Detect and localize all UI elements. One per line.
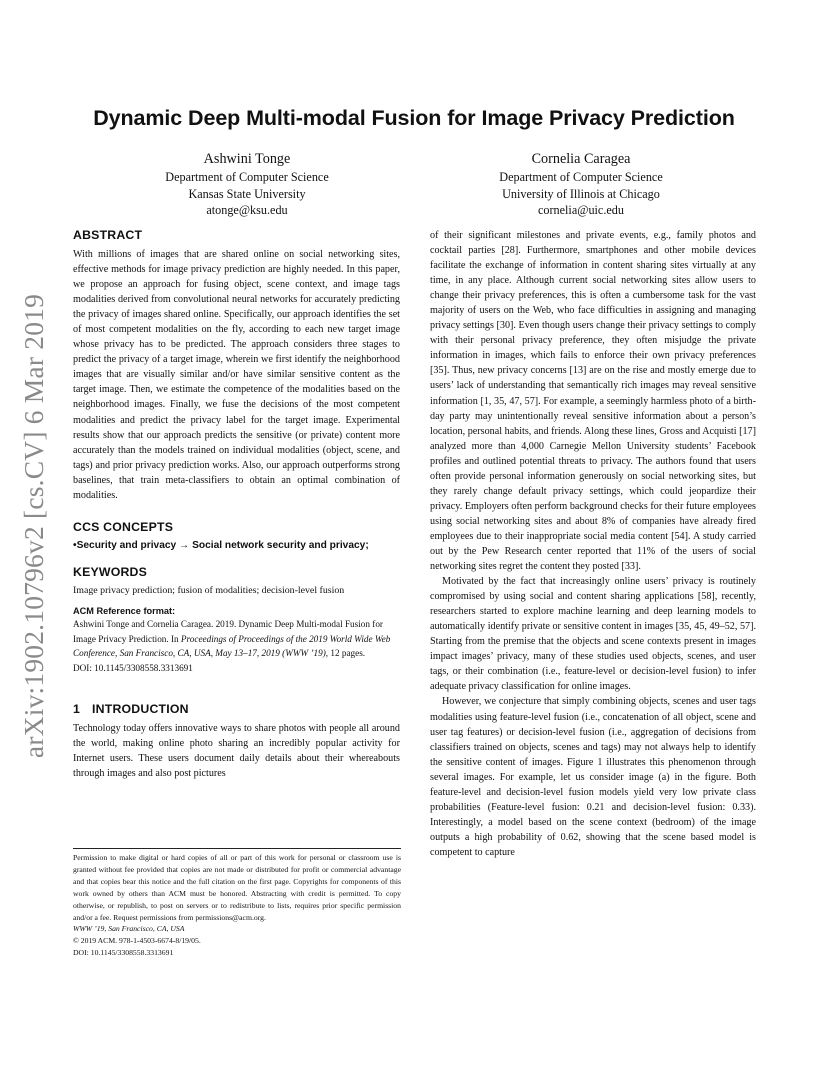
abstract-text: With millions of images that are shared online on social networking sites, effective methods for image privacy prediction are highly needed. In this paper, we propose an approach for fusing object, scene context, and image tags modalities derived from convolutional neural networks for accurately predicting the privacy of images shared online. Specifically, our approach identifies the set of most competent modalities on the fly, according to each new target image whose privacy has to be predicted. The approach considers three stages to predict the privacy of a target image, wherein we first identify the neighborhood images that are visually similar and/or have similar sensitive content as the target image. Then, we estimate the competence of the modalities based on the neighborhood images. Finally, we fuse the decisions of the most competent modalities and predict the privacy label for the target image. Experimental results show that our approach predicts the sensitive (or private) content more accurately than the models trained on individual modalities (object, scene, and tags) and prior privacy prediction works. Also, our approach outperforms strong baselines, that train meta-classifiers to obtain an optimal combination of modalities. [73, 249, 400, 501]
reference-doi: DOI: 10.1145/3308558.3313691 [73, 662, 193, 673]
introduction-paragraph-3: However, we conjecture that simply combining objects, scenes and user tags modalities using feature-level fusion (i.e., concatenation of all object, scene and user tag features) or decision-level fusion (i.e., aggregation of decisions from classifiers trained on objects, scenes and tags) may not always help to identify the sensitive content of images. Figure 1 illustrates this phenomenon through several images. For example, let us consider image (a) in the figure. Both feature-level and decision-level fusion models yield very low private class probabilities (Feature-level fusion: 0.21 and decision-level fusion: 0.33). Interestingly, a model based on the scene context (bedroom) of the image outputs a high probability of 0.62, showing that the scene based model is competent to capture [430, 696, 756, 858]
reference-format-heading: ACM Reference format: [73, 605, 176, 616]
author-email: atonge@ksu.edu [206, 203, 288, 217]
introduction-left-text: Technology today offers innovative ways to share photos with people all around the world, making online photo sharing an incredibly popular activity for Internet users. These users document daily details about their whereabouts through images and also post pictures [73, 722, 400, 779]
footnote [73, 848, 401, 959]
author-institution: Kansas State University [188, 186, 306, 201]
footnote-doi: DOI: 10.1145/3308558.3313691 [73, 948, 174, 958]
reference-format-text [73, 617, 400, 676]
introduction-heading [73, 702, 400, 716]
author-institution: University of Illinois at Chicago [502, 186, 660, 201]
keywords-heading: KEYWORDS [73, 564, 148, 579]
author-name: Ashwini Tonge [203, 151, 291, 167]
abstract-heading: ABSTRACT [73, 228, 143, 242]
reference-venue: Proceedings of Proceedings of the 2019 World Wide Web Conference, San Francisco, CA, USA, May 13–17, 2019 (WWW ’19), [73, 633, 391, 659]
reference-authors-title: Ashwini Tonge and Cornelia Caragea. 2019. Dynamic Deep Multi-modal Fusion for Image Privacy Prediction. In [73, 618, 383, 644]
left-column [73, 228, 400, 781]
introduction-paragraph-2: Motivated by the fact that increasingly online users’ privacy is routinely compromised by using social and content sharing applications [58], recently, researchers started to explore machine learning and deep learning models to automatically identify private or sensitive content in images [35, 45, 49–52, 57]. Starting from the premise that the objects and scene contexts present in images impact images’ privacy, many of these studies used objects, scenes, and user tags, or their combination (i.e., feature-level or decision-level fusion) to infer adequate privacy classification for online images. [430, 576, 756, 693]
copyright-info: © 2019 ACM. 978-1-4503-6674-8/19/05. [73, 936, 201, 946]
arxiv-stamp-text: arXiv:1902.10796v2 [cs.CV] 6 Mar 2019 [18, 293, 49, 759]
author-name: Cornelia Caragea [531, 151, 631, 167]
ccs-text: •Security and privacy → Social network security and privacy; [73, 539, 369, 551]
author-block-2 [431, 150, 731, 219]
permission-notice: Permission to make digital or hard copies of all or part of this work for personal or classroom use is granted without fee provided that copies are not made or distributed for profit or commercial advantage and that copies bear this notice and the full citation on the first page. Copyrights for components of this work owned by others than ACM must be honored. Abstracting with credit is permitted. To copy otherwise, or republish, to post on servers or to redistribute to lists, requires prior specific permission and/or a fee. Request permissions from permissions@acm.org. [73, 853, 401, 922]
paper-title: Dynamic Deep Multi-modal Fusion for Image Privacy Prediction [93, 106, 735, 130]
footnote-rule [73, 848, 401, 849]
right-column [430, 228, 756, 860]
section-title: INTRODUCTION [92, 701, 189, 716]
ccs-heading: CCS CONCEPTS [73, 519, 174, 534]
author-block-1 [97, 150, 397, 219]
author-department: Department of Computer Science [499, 170, 663, 184]
introduction-paragraph-1: of their significant milestones and private events, e.g., family photos and cocktail parties [28]. Furthermore, smartphones and other mobile devices facilitate the exchange of information in content sharing sites virtually at any time, in any place. Although current social networking sites allow users to change their privacy preferences, this is often a cumbersome task for the vast majority of users on the Web, who face difficulties in assigning and managing privacy settings [30]. Even though users change their privacy settings to comply with their personal privacy preference, they often misjudge the private information in images, which fails to enforce their own privacy preferences [35]. Thus, new privacy concerns [13] are on the rise and mostly emerge due to users’ lack of understanding that semantically rich images may reveal sensitive information [1, 35, 47, 57]. For example, a seemingly harmless photo of a birthday party may unintentionally reveal sensitive information about a person’s location, personal habits, and friends. Along these lines, Gross and Acquisti [17] analyzed more than 4,000 Carnegie Mellon University students’ Facebook profiles and outlined potential threats to privacy. The authors found that users often provide personal information generously on social networking sites, but they rarely change default privacy settings, which could jeopardize their privacy. Employers often perform background checks for their future employees using social networking sites and about 8% of companies have already fired employees due to their inappropriate social media content [54]. A study carried out by the Pew Research center reported that 11% of the users of social networking sites regret the content they posted [33]. [430, 230, 756, 573]
author-department: Department of Computer Science [165, 170, 329, 184]
keywords-text: Image privacy prediction; fusion of modalities; decision-level fusion [73, 584, 345, 596]
conference-info: WWW ’19, San Francisco, CA, USA [73, 924, 185, 934]
section-number: 1 [73, 701, 81, 716]
reference-pages: 12 pages. [328, 648, 366, 659]
author-email: cornelia@uic.edu [537, 203, 624, 217]
arxiv-stamp [14, 286, 54, 766]
